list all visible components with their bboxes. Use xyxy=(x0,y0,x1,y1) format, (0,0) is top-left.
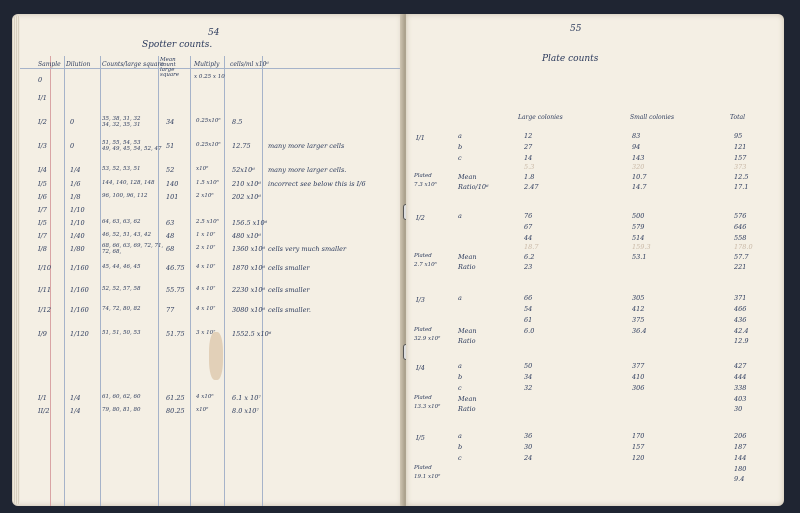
right-page xyxy=(406,14,784,506)
counts-per-square: 45, 44, 46, 45 xyxy=(102,264,141,270)
counts-per-square: 52, 52, 57, 58 xyxy=(102,286,141,292)
cells-per-ml: 1870 x10⁶ xyxy=(232,264,266,272)
sample-id: 0 xyxy=(38,76,43,84)
total-colonies: 95 xyxy=(734,132,743,140)
mean-large: 6.2 xyxy=(524,253,535,261)
mean-count: 48 xyxy=(166,232,175,240)
small-colonies: 305 xyxy=(632,294,645,302)
faint-sum: 320 xyxy=(632,163,645,171)
small-colonies: 375 xyxy=(632,316,645,324)
replicate-label: b xyxy=(458,443,463,451)
replicate-label: b xyxy=(458,373,463,381)
multiply-head-value: x 0.25 x 10 xyxy=(194,74,225,80)
multiply-factor: 4 x 10⁷ xyxy=(196,306,216,312)
left-page xyxy=(12,14,402,506)
large-colonies: 12 xyxy=(524,132,533,140)
mean-large: 1.8 xyxy=(524,173,535,181)
mean-label: Mean xyxy=(458,173,477,181)
column-rule xyxy=(262,56,263,506)
dilution: 1/40 xyxy=(70,232,85,240)
mean-count: 140 xyxy=(166,180,179,188)
multiply-factor: 1 x 10⁷ xyxy=(196,232,216,238)
mean-count: 52 xyxy=(166,166,175,174)
replicate-label: a xyxy=(458,132,462,140)
dilution: 1/10 xyxy=(70,206,85,214)
dilution: 1/160 xyxy=(70,264,89,272)
ratio-large: 23 xyxy=(524,263,533,271)
plated-label: Plated xyxy=(414,395,432,401)
cells-per-ml: 1360 x10⁶ xyxy=(232,245,266,253)
multiply-factor: 0.25x10⁶ xyxy=(196,142,221,148)
header-multiply: Multiply xyxy=(194,61,220,68)
large-colonies: 67 xyxy=(524,223,533,231)
faint-sum: 373 xyxy=(734,163,747,171)
counts-per-square: 35, 38, 31, 32 34, 32, 35, 31 xyxy=(102,116,141,128)
counts-per-square: 68, 66, 63, 69, 72, 71, 72, 68, xyxy=(102,243,164,255)
sample-id: I/1 xyxy=(416,134,425,142)
multiply-factor: 0.25x10⁶ xyxy=(196,118,221,124)
dilution: 1/4 xyxy=(70,407,81,415)
large-colonies: 14 xyxy=(524,154,533,162)
multiply-factor: 2 x 10⁷ xyxy=(196,245,216,251)
counts-per-square: 51, 51, 50, 53 xyxy=(102,330,141,336)
mean-count: 63 xyxy=(166,219,175,227)
observation-note: cells smaller xyxy=(268,264,310,272)
mean-count: 61.25 xyxy=(166,394,185,402)
mean-count: 51 xyxy=(166,142,175,150)
dilution: 1/120 xyxy=(70,330,89,338)
total-colonies: 436 xyxy=(734,316,747,324)
large-colonies: 24 xyxy=(524,454,533,462)
total-colonies: 466 xyxy=(734,305,747,313)
small-colonies: 412 xyxy=(632,305,645,313)
cells-per-ml: 156.5 x10⁶ xyxy=(232,219,268,227)
counts-per-square: 46, 52, 51, 43, 42 xyxy=(102,232,151,238)
observation-note: incorrect see below this is I/6 xyxy=(268,180,366,188)
small-colonies: 120 xyxy=(632,454,645,462)
cells-per-ml: 2230 x10⁶ xyxy=(232,286,266,294)
sample-id: I/5 xyxy=(38,180,47,188)
total-colonies: 371 xyxy=(734,294,747,302)
ratio-total: 221 xyxy=(734,263,747,271)
plated-value: 2.7 x10⁶ xyxy=(414,262,437,268)
small-colonies: 157 xyxy=(632,443,645,451)
replicate-label: a xyxy=(458,362,462,370)
large-colonies: 76 xyxy=(524,212,533,220)
total-colonies: 576 xyxy=(734,212,747,220)
sample-id: I/12 xyxy=(38,306,52,314)
total-colonies: 144 xyxy=(734,454,747,462)
dilution: 0 xyxy=(70,118,75,126)
dilution: 1/10 xyxy=(70,219,85,227)
column-rule xyxy=(224,56,225,506)
multiply-factor: 4 x 10⁷ xyxy=(196,286,216,292)
dilution: 1/160 xyxy=(70,286,89,294)
plated-label: Plated xyxy=(414,465,432,471)
counts-per-square: 61, 60, 62, 60 xyxy=(102,394,141,400)
header-large-colonies: Large colonies xyxy=(518,114,563,121)
mean-label: Mean xyxy=(458,395,477,403)
cells-per-ml: 210 x10⁶ xyxy=(232,180,262,188)
small-colonies: 500 xyxy=(632,212,645,220)
dilution: 1/4 xyxy=(70,394,81,402)
large-colonies: 36 xyxy=(524,432,533,440)
total-colonies: 646 xyxy=(734,223,747,231)
faint-sum: 18.7 xyxy=(524,243,539,251)
header-rule xyxy=(20,68,400,69)
faint-sum: 5.3 xyxy=(524,163,535,171)
counts-per-square: 96, 100, 96, 112 xyxy=(102,193,148,199)
multiply-factor: 1.5 x10⁶ xyxy=(196,180,219,186)
sample-id: I/7 xyxy=(38,206,47,214)
ratio-small: 14.7 xyxy=(632,183,647,191)
ratio-label: Ratio xyxy=(458,337,476,345)
cells-per-ml: 52x10⁶ xyxy=(232,166,255,174)
counts-per-square: 51, 55, 54, 53 49, 49, 45, 54, 52, 47 xyxy=(102,140,162,152)
faint-sum: 178.0 xyxy=(734,243,753,251)
sample-id: I/2 xyxy=(416,214,425,222)
large-colonies: 44 xyxy=(524,234,533,242)
mean-count: 46.75 xyxy=(166,264,185,272)
mean-count: 80.25 xyxy=(166,407,185,415)
ratio-large: 2.47 xyxy=(524,183,539,191)
sample-id: I/1 xyxy=(38,94,47,102)
multiply-factor: 3 x 10⁷ xyxy=(196,330,216,336)
total-colonies: 338 xyxy=(734,384,747,392)
sample-id: I/3 xyxy=(416,296,425,304)
replicate-label: a xyxy=(458,432,462,440)
faint-sum: 159.3 xyxy=(632,243,651,251)
header-sample: Sample xyxy=(38,61,61,68)
sample-id: I/5 xyxy=(416,434,425,442)
ratio-label: Ratio/10⁶ xyxy=(458,183,489,191)
multiply-factor: 2.5 x10⁶ xyxy=(196,219,219,225)
plated-label: Plated xyxy=(414,327,432,333)
large-colonies: 61 xyxy=(524,316,533,324)
header-mean: Mean count large square xyxy=(160,57,180,78)
sample-id: I/4 xyxy=(416,364,425,372)
multiply-factor: x10⁶ xyxy=(196,407,209,413)
observation-note: cells smaller. xyxy=(268,306,311,314)
small-colonies: 377 xyxy=(632,362,645,370)
mean-label: Mean xyxy=(458,327,477,335)
sample-id: I/9 xyxy=(38,330,47,338)
total-colonies: 558 xyxy=(734,234,747,242)
ratio-total: 30 xyxy=(734,405,743,413)
notebook-spread xyxy=(6,14,790,506)
sample-id: I/5 xyxy=(38,219,47,227)
mean-small: 36.4 xyxy=(632,327,647,335)
total-colonies: 121 xyxy=(734,143,747,151)
mean-total: 180 xyxy=(734,465,747,473)
mean-count: 68 xyxy=(166,245,175,253)
replicate-label: b xyxy=(458,143,463,151)
column-rule xyxy=(158,56,159,506)
ratio-label: Ratio xyxy=(458,405,476,413)
cells-per-ml: 1552.5 x10⁶ xyxy=(232,330,272,338)
header-total: Total xyxy=(730,114,746,121)
small-colonies: 579 xyxy=(632,223,645,231)
mean-count: 55.75 xyxy=(166,286,185,294)
page-number: 54 xyxy=(208,28,220,38)
small-colonies: 94 xyxy=(632,143,641,151)
small-colonies: 410 xyxy=(632,373,645,381)
dilution: 1/8 xyxy=(70,193,81,201)
ratio-total: 9.4 xyxy=(734,475,745,483)
plated-label: Plated xyxy=(414,253,432,259)
counts-per-square: 74, 72, 80, 82 xyxy=(102,306,141,312)
mean-total: 403 xyxy=(734,395,747,403)
large-colonies: 34 xyxy=(524,373,533,381)
paper-stain xyxy=(209,332,223,380)
large-colonies: 27 xyxy=(524,143,533,151)
plated-value: 7.3 x10⁶ xyxy=(414,182,437,188)
cells-per-ml: 480 x10⁶ xyxy=(232,232,262,240)
column-rule xyxy=(64,56,65,506)
replicate-label: a xyxy=(458,294,462,302)
page-title: Spotter counts. xyxy=(142,40,213,50)
large-colonies: 30 xyxy=(524,443,533,451)
mean-small: 53.1 xyxy=(632,253,647,261)
cells-per-ml: 202 x10⁶ xyxy=(232,193,262,201)
total-colonies: 157 xyxy=(734,154,747,162)
ratio-label: Ratio xyxy=(458,263,476,271)
small-colonies: 306 xyxy=(632,384,645,392)
sample-id: II/2 xyxy=(38,407,50,415)
total-colonies: 187 xyxy=(734,443,747,451)
page-number: 55 xyxy=(570,24,582,34)
sample-id: I/3 xyxy=(38,142,47,150)
header-counts: Counts/large square xyxy=(102,61,164,68)
plated-value: 32.9 x10⁶ xyxy=(414,336,441,342)
header-cells: cells/ml x10⁶ xyxy=(230,61,269,68)
replicate-label: c xyxy=(458,154,462,162)
large-colonies: 32 xyxy=(524,384,533,392)
header-small-colonies: Small colonies xyxy=(630,114,675,121)
cells-per-ml: 6.1 x 10⁷ xyxy=(232,394,262,402)
page-edge xyxy=(12,16,20,504)
mean-label: Mean xyxy=(458,253,477,261)
observation-note: cells smaller xyxy=(268,286,310,294)
page-title: Plate counts xyxy=(542,54,599,64)
ratio-total: 12.9 xyxy=(734,337,749,345)
sample-id: I/11 xyxy=(38,286,52,294)
cells-per-ml: 8.5 xyxy=(232,118,243,126)
mean-count: 77 xyxy=(166,306,175,314)
small-colonies: 170 xyxy=(632,432,645,440)
mean-large: 6.0 xyxy=(524,327,535,335)
sample-id: I/8 xyxy=(38,245,47,253)
sample-id: I/6 xyxy=(38,193,47,201)
replicate-label: a xyxy=(458,212,462,220)
replicate-label: c xyxy=(458,454,462,462)
column-rule xyxy=(100,56,101,506)
large-colonies: 50 xyxy=(524,362,533,370)
plated-value: 19.1 x10⁶ xyxy=(414,474,441,480)
replicate-label: c xyxy=(458,384,462,392)
mean-total: 12.5 xyxy=(734,173,749,181)
dilution: 1/160 xyxy=(70,306,89,314)
sample-id: I/2 xyxy=(38,118,47,126)
small-colonies: 514 xyxy=(632,234,645,242)
dilution: 1/6 xyxy=(70,180,81,188)
dilution: 1/4 xyxy=(70,166,81,174)
margin-line xyxy=(50,56,51,506)
multiply-factor: 4 x10⁶ xyxy=(196,394,214,400)
dilution: 0 xyxy=(70,142,75,150)
counts-per-square: 144, 140, 128, 148 xyxy=(102,180,155,186)
mean-count: 51.75 xyxy=(166,330,185,338)
counts-per-square: 79, 80, 81, 80 xyxy=(102,407,141,413)
observation-note: cells very much smaller xyxy=(268,245,347,253)
observation-note: many more larger cells xyxy=(268,142,345,150)
mean-total: 57.7 xyxy=(734,253,749,261)
large-colonies: 66 xyxy=(524,294,533,302)
total-colonies: 427 xyxy=(734,362,747,370)
column-rule xyxy=(190,56,191,506)
plated-label: Plated xyxy=(414,173,432,179)
header-dilution: Dilution xyxy=(66,61,91,68)
counts-per-square: 53, 52, 53, 51 xyxy=(102,166,141,172)
mean-small: 10.7 xyxy=(632,173,647,181)
mean-count: 101 xyxy=(166,193,179,201)
small-colonies: 83 xyxy=(632,132,641,140)
mean-total: 42.4 xyxy=(734,327,749,335)
cells-per-ml: 3080 x10⁶ xyxy=(232,306,266,314)
plated-value: 13.3 x10⁶ xyxy=(414,404,441,410)
cells-per-ml: 12.75 xyxy=(232,142,251,150)
sample-id: I/7 xyxy=(38,232,47,240)
dilution: 1/80 xyxy=(70,245,85,253)
cells-per-ml: 8.0 x10⁷ xyxy=(232,407,259,415)
multiply-factor: 2 x10⁶ xyxy=(196,193,214,199)
large-colonies: 54 xyxy=(524,305,533,313)
mean-count: 34 xyxy=(166,118,175,126)
small-colonies: 143 xyxy=(632,154,645,162)
counts-per-square: 64, 63, 63, 62 xyxy=(102,219,141,225)
total-colonies: 206 xyxy=(734,432,747,440)
sample-id: I/1 xyxy=(38,394,47,402)
ratio-total: 17.1 xyxy=(734,183,749,191)
multiply-factor: 4 x 10⁷ xyxy=(196,264,216,270)
sample-id: I/4 xyxy=(38,166,47,174)
sample-id: I/10 xyxy=(38,264,52,272)
total-colonies: 444 xyxy=(734,373,747,381)
multiply-factor: x10⁶ xyxy=(196,166,209,172)
observation-note: many more larger cells. xyxy=(268,166,347,174)
